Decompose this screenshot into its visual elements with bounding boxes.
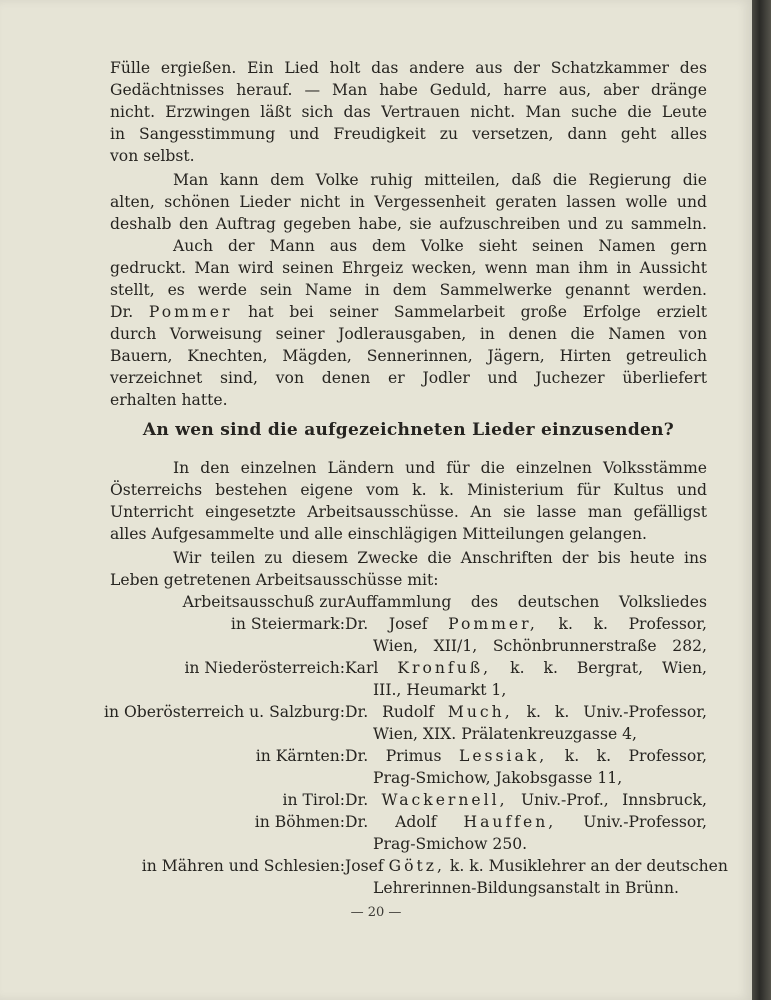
text-line: Leben getretenen Arbeitsausschüsse mit: [110, 571, 439, 589]
text-line: Österreichs bestehen eigene vom k. k. Ministerium für Kultus und [110, 481, 707, 499]
person-name: Götz, [388, 857, 445, 875]
text-line: durch Vorweisung seiner Jodlerausgaben, in denen die Namen von [110, 325, 707, 343]
text-line: Bauern, Knechten, Mägden, Sennerinnen, Jägern, Hirten getreulich [110, 347, 707, 365]
text-segment: Karl [345, 659, 379, 677]
book-spine [752, 0, 771, 1000]
text-segment: Josef [345, 857, 384, 875]
committee-region: in Kärnten: [255, 747, 345, 765]
text-line: Gedächtnisses herauf. — Man habe Geduld, harre aus, aber dränge [110, 81, 707, 99]
committee-label: Arbeitsausschuß zur [182, 593, 345, 611]
text-segment: k. k. Bergrat, Wien, [510, 659, 707, 677]
text-segment: k. k. Univ.-Professor, [526, 703, 707, 721]
text-segment: Dr. Josef [345, 615, 428, 633]
text-line: nicht. Erzwingen läßt sich das Vertrauen nicht. Man suche die Leute [110, 103, 707, 121]
committee-contact [345, 702, 707, 722]
person-name: Pommer, [448, 615, 538, 633]
person-name: Much, [447, 703, 513, 721]
committee-title: Auffammlung des deutschen Volksliedes [345, 593, 707, 611]
text-line: verzeichnet sind, von denen er Jodler und Juchezer überliefert [110, 369, 707, 387]
committee-address: Wien, XIX. Prälatenkreuzgasse 4, [373, 725, 638, 743]
committee-region: in Niederösterreich: [184, 659, 345, 677]
text-segment: Dr. Adolf [345, 813, 437, 831]
text-line: in Sangesstimmung und Freudigkeit zu versetzen, dann geht alles [110, 125, 707, 143]
committee-region: in Tirol: [282, 791, 345, 809]
committee-address: III., Heumarkt 1, [373, 681, 507, 699]
text-segment: hat bei seiner Sammelarbeit große Erfolge erzielt [248, 303, 707, 321]
text-segment: Dr. [110, 303, 134, 321]
committee-address: Prag-Smichow 250. [373, 835, 528, 853]
committee-region: in Mähren und Schlesien: [141, 857, 345, 875]
committee-contact [345, 856, 728, 876]
text-line: von selbst. [110, 147, 195, 165]
text-line: Unterricht eingesetzte Arbeitsausschüsse. An sie lasse man gefälligst [110, 503, 707, 521]
committee-address: Wien, XII/1, Schönbrunnerstraße 282, [373, 637, 707, 655]
committee-contact [345, 746, 707, 766]
text-segment: k. k. Musiklehrer an der deutschen [449, 857, 728, 875]
committee-contact [345, 812, 707, 832]
text-line: Auch der Mann aus dem Volke sieht seinen Namen gern [173, 237, 707, 255]
text-segment: k. k. Professor, [564, 747, 707, 765]
text-segment: Dr. Rudolf [345, 703, 435, 721]
text-line: alten, schönen Lieder nicht in Vergessenheit geraten lassen wolle und [110, 193, 707, 211]
committee-region: in Steiermark: [230, 615, 345, 633]
text-line: Man kann dem Volke ruhig mitteilen, daß die Regierung die [173, 171, 707, 189]
text-line: Wir teilen zu diesem Zwecke die Anschriften der bis heute ins [173, 549, 707, 567]
committee-address: Lehrerinnen-Bildungsanstalt in Brünn. [373, 879, 679, 897]
text-line: erhalten hatte. [110, 391, 228, 409]
text-line: deshalb den Auftrag gegeben habe, sie aufzuschreiben und zu sammeln. [110, 215, 707, 233]
text-line: In den einzelnen Ländern und für die einzelnen Volksstämme [173, 459, 707, 477]
person-name: Pommer [148, 303, 233, 321]
committee-contact [345, 790, 707, 810]
text-line: Fülle ergießen. Ein Lied holt das andere aus der Schatzkammer des [110, 59, 707, 77]
text-line: alles Aufgesammelte und alle einschlägigen Mitteilungen gelangen. [110, 525, 648, 543]
text-segment: Univ.-Professor, [583, 813, 707, 831]
text-line [110, 302, 707, 322]
person-name: Kronfuß, [397, 659, 492, 677]
section-heading: An wen sind die aufgezeichneten Lieder einzusenden? [142, 420, 675, 440]
committee-contact [345, 614, 707, 634]
text-line: stellt, es werde sein Name in dem Sammelwerke genannt werden. [110, 281, 707, 299]
text-segment: Dr. Primus [345, 747, 442, 765]
text-segment: Univ.-Prof., Innsbruck, [520, 791, 707, 809]
person-name: Wackernell, [381, 791, 508, 809]
text-line: gedruckt. Man wird seinen Ehrgeiz wecken, wenn man ihm in Aussicht [110, 259, 707, 277]
committee-contact [345, 658, 707, 678]
text-segment: k. k. Professor, [558, 615, 707, 633]
person-name: Lessiak, [458, 747, 548, 765]
text-segment: Dr. [345, 791, 369, 809]
committee-region: in Böhmen: [254, 813, 345, 831]
person-name: Hauffen, [463, 813, 557, 831]
committee-address: Prag-Smichow, Jakobsgasse 11, [373, 769, 623, 787]
committee-region: in Oberösterreich u. Salzburg: [103, 703, 345, 721]
page-number: — 20 — [350, 905, 402, 920]
